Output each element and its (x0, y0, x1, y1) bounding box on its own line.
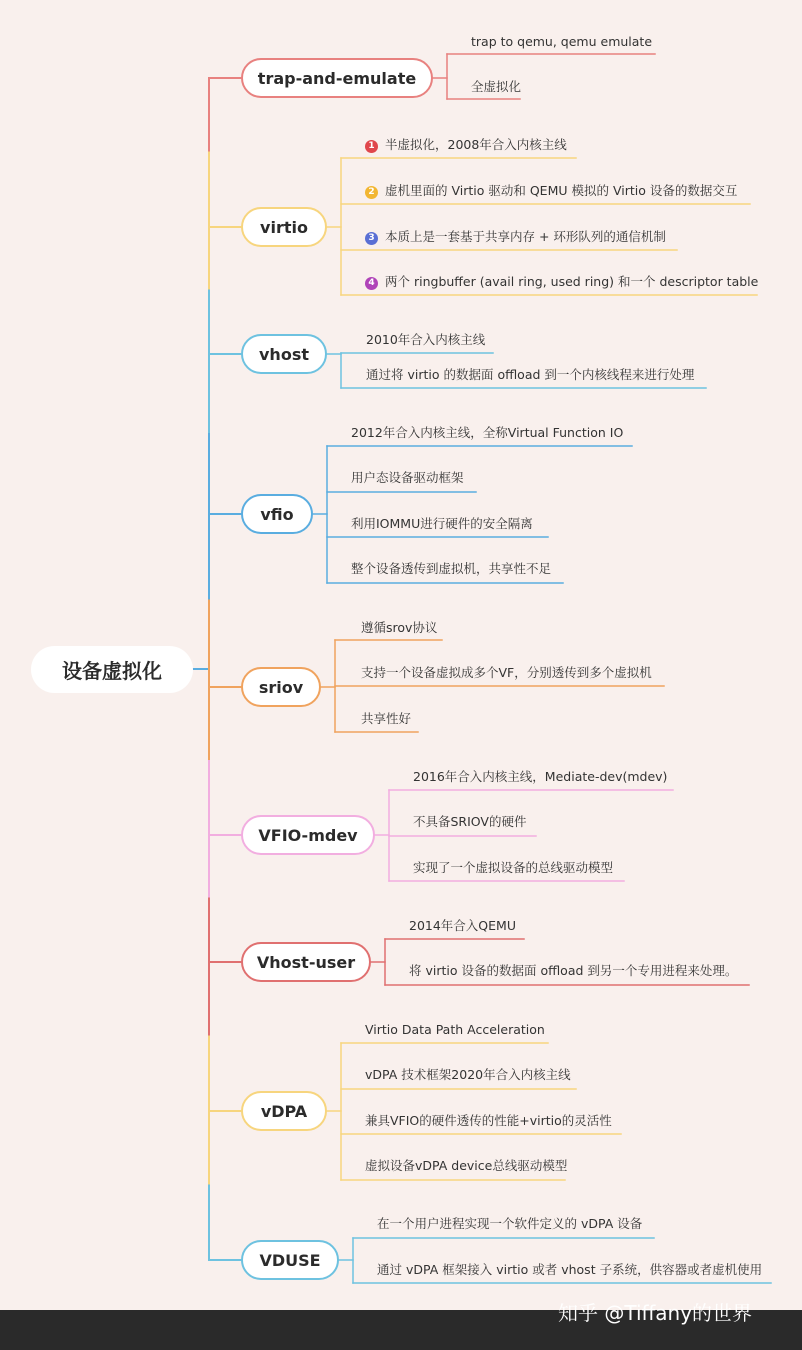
leaf-text: 用户态设备驱动框架 (351, 470, 464, 485)
leaf-text: 通过 vDPA 框架接入 virtio 或者 vhost 子系统，供容器或者虚机使用 (377, 1262, 763, 1277)
branch-vfio[interactable]: vfio (241, 494, 313, 534)
leaf-text: 整个设备透传到虚拟机，共享性不足 (351, 561, 552, 576)
branch-vhost[interactable]: vhost (241, 334, 327, 374)
leaf-text: 2010年合入内核主线 (366, 332, 486, 347)
branch-sriov[interactable]: sriov (241, 667, 321, 707)
leaf-text: trap to qemu, qemu emulate (471, 34, 653, 49)
leaf-text: 遵循srov协议 (361, 620, 438, 635)
root-node[interactable]: 设备虚拟化 (31, 646, 193, 693)
leaf-text: vDPA 技术框架2020年合入内核主线 (365, 1067, 571, 1082)
leaf-text: 4 两个 ringbuffer (avail ring, used ring) 和一个 descriptor table (365, 274, 758, 290)
leaf-text: 2012年合入内核主线，全称Virtual Function IO (351, 425, 624, 440)
leaf-text: 在一个用户进程实现一个软件定义的 vDPA 设备 (377, 1216, 643, 1231)
branch-vduse[interactable]: VDUSE (241, 1240, 339, 1280)
leaf-text: 2 虚机里面的 Virtio 驱动和 QEMU 模拟的 Virtio 设备的数据交互 (365, 183, 737, 199)
branch-trap-and-emulate[interactable]: trap-and-emulate (241, 58, 433, 98)
number-badge-1: 1 (365, 140, 378, 153)
leaf-text: 兼具VFIO的硬件透传的性能+virtio的灵活性 (365, 1113, 612, 1128)
leaf-text: 通过将 virtio 的数据面 offload 到一个内核线程来进行处理 (366, 367, 695, 382)
branch-vfio-mdev[interactable]: VFIO-mdev (241, 815, 375, 855)
leaf-text: 共享性好 (361, 711, 412, 726)
leaf-text: 3 本质上是一套基于共享内存 + 环形队列的通信机制 (365, 229, 666, 245)
leaf-text: 2016年合入内核主线，Mediate-dev(mdev) (413, 769, 668, 784)
branch-vdpa[interactable]: vDPA (241, 1091, 327, 1131)
leaf-text: 2014年合入QEMU (409, 918, 516, 933)
leaf-text: 虚拟设备vDPA device总线驱动模型 (365, 1158, 568, 1173)
number-badge-3: 3 (365, 232, 378, 245)
leaf-text: Virtio Data Path Acceleration (365, 1022, 545, 1037)
leaf-text: 支持一个设备虚拟成多个VF，分别透传到多个虚拟机 (361, 665, 652, 680)
leaf-text: 不具备SRIOV的硬件 (413, 814, 527, 829)
branch-virtio[interactable]: virtio (241, 207, 327, 247)
leaf-text: 利用IOMMU进行硬件的安全隔离 (351, 516, 533, 531)
watermark: 知乎 @Tiffany的世界 (558, 1301, 753, 1325)
leaf-text: 1 半虚拟化，2008年合入内核主线 (365, 137, 567, 153)
branch-vhost-user[interactable]: Vhost-user (241, 942, 371, 982)
leaf-text: 实现了一个虚拟设备的总线驱动模型 (413, 860, 614, 875)
number-badge-4: 4 (365, 277, 378, 290)
leaf-text: 将 virtio 设备的数据面 offload 到另一个专用进程来处理。 (409, 963, 738, 978)
leaf-text: 全虚拟化 (471, 79, 522, 94)
number-badge-2: 2 (365, 186, 378, 199)
